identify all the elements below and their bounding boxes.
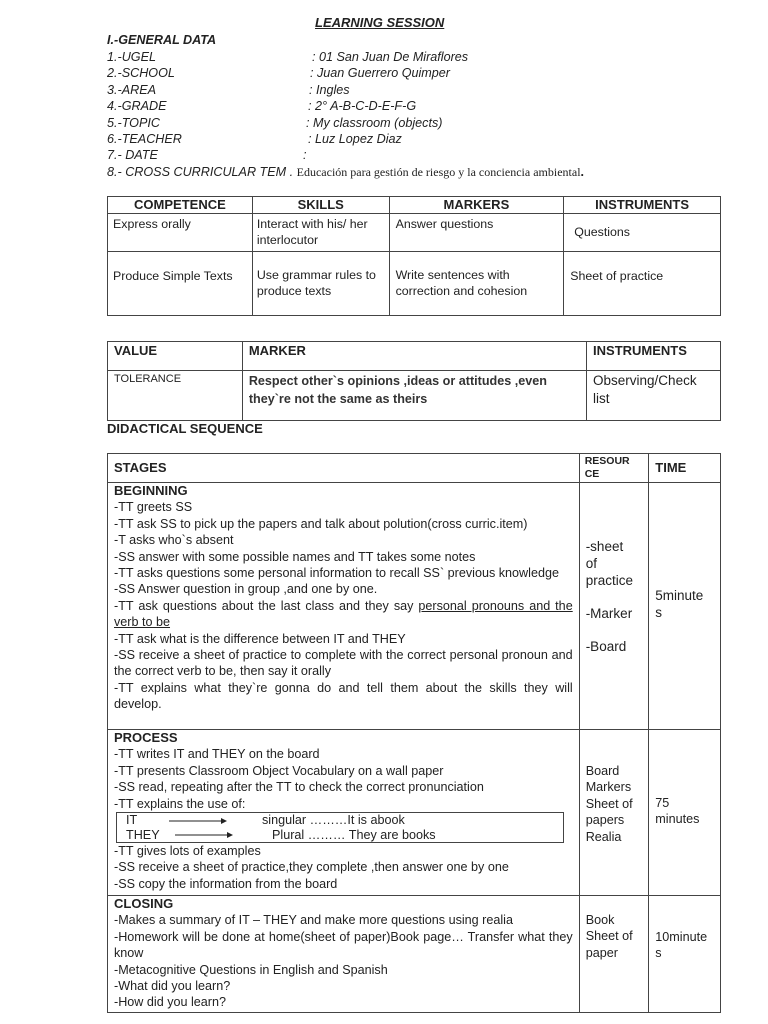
resource-item: Board [585, 764, 620, 778]
marker-header: MARKER [242, 342, 586, 371]
list-item: -SS answer with some possible names and TT takes some notes [114, 549, 476, 564]
list-item: -SS copy the information from the board [114, 876, 338, 891]
beginning-resources [579, 483, 649, 730]
beginning-time [649, 483, 721, 730]
school-label: 2.-SCHOOL [107, 66, 175, 81]
table-cell: Produce Simple Texts [108, 251, 253, 315]
didactical-heading: DIDACTICAL SEQUENCE [107, 421, 263, 436]
date-label: 7.- DATE [107, 148, 158, 163]
school-value: : Juan Guerrero Quimper [310, 66, 450, 81]
grade-label: 4.-GRADE [107, 99, 167, 114]
teacher-value: : Luz Lopez Diaz [308, 131, 402, 146]
area-value: : Ingles [309, 82, 350, 97]
list-item: -SS read, repeating after the TT to check the correct pronunciation [114, 780, 484, 795]
list-item: -SS receive a sheet of practice to complete with the correct personal pronoun and the correct verb to be, then say it orally [114, 648, 573, 679]
list-item [114, 598, 573, 631]
time-value-cont: s [655, 605, 663, 620]
list-item: -TT asks questions some personal information to recall SS` previous knowledge [114, 566, 559, 581]
table-cell: Use grammar rules to produce texts [252, 251, 389, 315]
table-cell: Questions [564, 214, 721, 252]
table-cell: Write sentences with correction and cohesion [389, 251, 564, 315]
resource-item: Sheet of [585, 796, 633, 811]
process-cell [108, 730, 580, 896]
list-item: -TT writes IT and THEY on the board [114, 747, 320, 762]
page-title: LEARNING SESSION [315, 15, 445, 30]
instruments-header: INSTRUMENTS [564, 197, 721, 214]
resource-item: paper [585, 945, 618, 960]
list-item: -TT presents Classroom Object Vocabulary on a wall paper [114, 763, 444, 778]
resource-item: Book [585, 913, 615, 927]
general-data-list [107, 49, 667, 180]
ugel-value: : 01 San Juan De Miraflores [312, 50, 469, 64]
beginning-title: BEGINNING [114, 483, 188, 498]
markers-header: MARKERS [389, 197, 564, 214]
cross-value: Educación para gestión de riesgo y la conciencia ambiental [296, 164, 581, 179]
table-cell: Sheet of practice [564, 251, 721, 315]
they-word: THEY [126, 828, 160, 843]
list-item: -SS Answer question in group ,and one by one. [114, 582, 378, 597]
resource-item: practice [585, 573, 633, 588]
list-item: -Makes a summary of IT – THEY and make more questions using realia [114, 913, 513, 928]
closing-title: CLOSING [114, 896, 174, 911]
list-item: -TT gives lots of examples [114, 844, 261, 859]
competence-table [107, 196, 721, 316]
closing-row [108, 896, 721, 1013]
ugel-label: 1.-UGEL [107, 50, 156, 64]
list-item: -TT ask SS to pick up the papers and talk about polution(cross curric.item) [114, 516, 528, 531]
process-row [108, 730, 721, 896]
value-header: VALUE [108, 342, 243, 371]
time-header: TIME [649, 454, 721, 483]
beginning-cell [108, 483, 580, 730]
resource-item: Markers [585, 780, 632, 795]
general-heading: I.-GENERAL DATA [107, 33, 217, 47]
competence-header: COMPETENCE [108, 197, 253, 214]
area-label: 3.-AREA [107, 82, 156, 97]
cross-end: . [580, 164, 585, 179]
cross-label: 8.- CROSS CURRICULAR TEM . [107, 164, 294, 179]
table-cell: Answer questions [389, 214, 564, 252]
resource-item: Sheet of [585, 929, 633, 944]
list-item: -Metacognitive Questions in English and Spanish [114, 962, 388, 977]
process-title: PROCESS [114, 730, 178, 745]
time-value: 75 [655, 796, 670, 810]
table-row [108, 371, 721, 421]
it-word: IT [126, 813, 138, 828]
list-item-text: -TT ask questions about the last class and they say [114, 598, 414, 613]
list-item: -How did you learn? [114, 995, 227, 1010]
resource-item: -Marker [585, 606, 633, 621]
list-item: -TT ask what is the difference between IT and THEY [114, 631, 406, 646]
resource-item: -sheet [585, 539, 624, 554]
resource-item: papers [585, 813, 625, 828]
resource-header [579, 454, 649, 483]
closing-cell [108, 896, 580, 1013]
topic-value: : My classroom (objects) [306, 115, 443, 130]
arrow-icon [169, 817, 229, 825]
time-value-cont: s [655, 946, 662, 961]
time-value: 10minute [655, 930, 708, 944]
beginning-row [108, 483, 721, 730]
table-row [108, 251, 721, 315]
it-explanation: singular ………It is abook [262, 813, 405, 828]
stages-header: STAGES [108, 454, 580, 483]
time-value: 5minute [655, 588, 704, 603]
date-value: : [303, 148, 307, 163]
underlined-topic: personal pronouns and the verb to be [114, 598, 573, 630]
process-time [649, 730, 721, 896]
list-item: -What did you learn? [114, 979, 231, 994]
value-cell: TOLERANCE [108, 371, 243, 421]
resource-item: Realia [585, 829, 622, 844]
table-cell: Interact with his/ her interlocutor [252, 214, 389, 252]
grade-value: : 2° A-B-C-D-E-F-G [308, 99, 417, 114]
list-item: -TT greets SS [114, 500, 193, 515]
skills-header: SKILLS [252, 197, 389, 214]
teacher-label: 6.-TEACHER [107, 131, 182, 146]
table-cell: Express orally [108, 214, 253, 252]
list-item: -TT explains what they`re gonna do and tell them about the skills they will develop. [114, 680, 573, 712]
time-value-cont: minutes [655, 812, 700, 827]
topic-label: 5.-TOPIC [107, 115, 160, 130]
value-table [107, 341, 721, 421]
resource-header-line-2: CE [584, 468, 600, 480]
list-item: -T asks who`s absent [114, 533, 234, 548]
list-item: -SS receive a sheet of practice,they complete ,then answer one by one [114, 860, 509, 875]
marker-cell: Respect other`s opinions ,ideas or attitudes ,even they`re not the same as theirs [242, 371, 586, 421]
resource-item: of [585, 556, 597, 571]
closing-resources [579, 896, 649, 1013]
table-row [108, 214, 721, 252]
process-resources [579, 730, 649, 896]
didactical-table [107, 453, 721, 1013]
arrow-icon [175, 831, 235, 839]
instruments-header: INSTRUMENTS [587, 342, 721, 371]
they-explanation: Plural ……… They are books [272, 828, 436, 843]
resource-item: -Board [585, 639, 627, 654]
closing-time [649, 896, 721, 1013]
it-they-box [116, 812, 564, 843]
resource-header-line-1: RESOUR [584, 455, 630, 467]
list-item: -Homework will be done at home(sheet of paper)Book page… Transfer what they know [114, 929, 573, 961]
list-item: -TT explains the use of: [114, 796, 246, 811]
instruments-cell: Observing/Check list [587, 371, 721, 421]
